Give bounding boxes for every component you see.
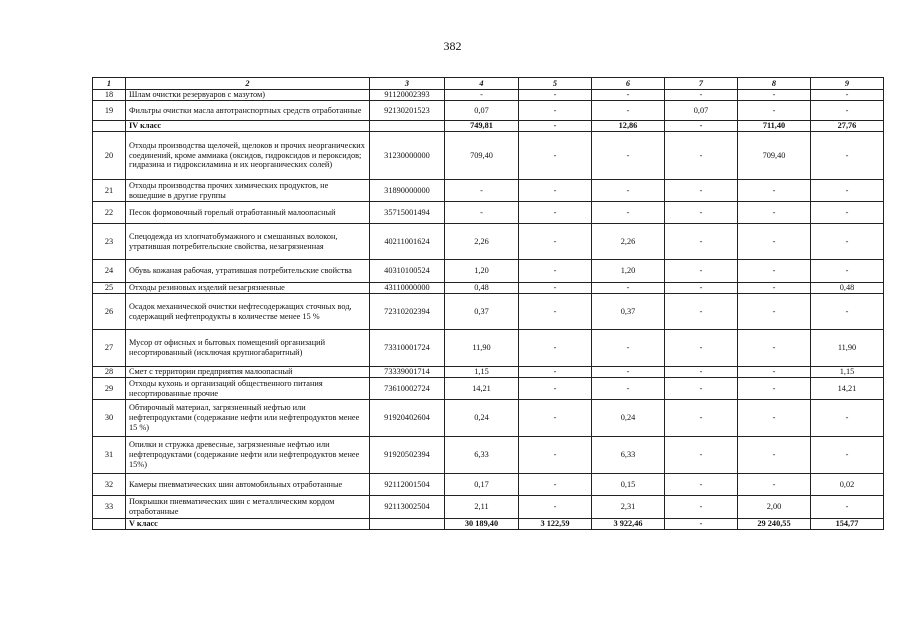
table-row <box>93 283 884 294</box>
col-6-cell: - <box>592 202 665 224</box>
col-8-cell: 709,40 <box>738 132 811 180</box>
col-9-cell: - <box>811 437 884 474</box>
col-6-cell: 1,20 <box>592 260 665 283</box>
col-5-cell: - <box>519 121 592 132</box>
col-4-cell: - <box>445 90 519 101</box>
col-8-cell: - <box>738 180 811 202</box>
col-5-cell: - <box>519 90 592 101</box>
table-row <box>93 496 884 519</box>
col-9-cell: - <box>811 101 884 121</box>
col-4-cell: - <box>445 180 519 202</box>
waste-name-cell: Осадок механической очистки нефтесодержащих сточных вод, содержащий нефтепродукты в количестве менее 15 % <box>126 294 370 330</box>
col-4-cell: 2,11 <box>445 496 519 519</box>
col-9-cell: 0,48 <box>811 283 884 294</box>
col-7-cell: - <box>665 400 738 437</box>
waste-name-cell: V класс <box>126 519 370 530</box>
table-row <box>93 202 884 224</box>
col-9-cell: 1,15 <box>811 367 884 378</box>
col-6-cell: 12,86 <box>592 121 665 132</box>
col-8-cell: - <box>738 367 811 378</box>
col-9-cell: 0,02 <box>811 474 884 496</box>
table-row <box>93 367 884 378</box>
table-row <box>93 101 884 121</box>
row-number-cell: 29 <box>93 378 126 400</box>
col-7-cell: - <box>665 132 738 180</box>
col-5-cell: - <box>519 437 592 474</box>
col-7-cell: - <box>665 294 738 330</box>
col-6-cell: 0,24 <box>592 400 665 437</box>
col-4-cell: 30 189,40 <box>445 519 519 530</box>
row-number-cell: 20 <box>93 132 126 180</box>
col-7-cell: - <box>665 90 738 101</box>
fkko-code-cell: 92113002504 <box>370 496 445 519</box>
fkko-code-cell <box>370 519 445 530</box>
row-number-cell: 27 <box>93 330 126 367</box>
col-9-cell: - <box>811 180 884 202</box>
fkko-code-cell <box>370 121 445 132</box>
col-5-cell: 3 122,59 <box>519 519 592 530</box>
header-cell: 1 <box>93 78 126 90</box>
col-9-cell: - <box>811 202 884 224</box>
header-cell: 8 <box>738 78 811 90</box>
col-4-cell: 1,20 <box>445 260 519 283</box>
col-9-cell: - <box>811 400 884 437</box>
waste-name-cell: Мусор от офисных и бытовых помещений организаций несортированный (исключая крупногабаритный) <box>126 330 370 367</box>
col-7-cell: - <box>665 202 738 224</box>
row-number-cell: 28 <box>93 367 126 378</box>
col-8-cell: 29 240,55 <box>738 519 811 530</box>
header-cell: 5 <box>519 78 592 90</box>
col-5-cell: - <box>519 367 592 378</box>
table-row <box>93 90 884 101</box>
col-7-cell: - <box>665 474 738 496</box>
col-7-cell: - <box>665 378 738 400</box>
col-4-cell: 709,40 <box>445 132 519 180</box>
table-row <box>93 437 884 474</box>
col-7-cell: - <box>665 121 738 132</box>
col-4-cell: 749,81 <box>445 121 519 132</box>
col-9-cell: 14,21 <box>811 378 884 400</box>
waste-name-cell: Смет с территории предприятия малоопасный <box>126 367 370 378</box>
col-8-cell: - <box>738 101 811 121</box>
waste-name-cell: Отходы кухонь и организаций общественного питания несортированные прочие <box>126 378 370 400</box>
waste-name-cell: Шлам очистки резервуаров с мазутом) <box>126 90 370 101</box>
col-8-cell: - <box>738 294 811 330</box>
table-row <box>93 400 884 437</box>
fkko-code-cell: 73310001724 <box>370 330 445 367</box>
row-number-cell: 30 <box>93 400 126 437</box>
col-9-cell: - <box>811 496 884 519</box>
row-number-cell: 22 <box>93 202 126 224</box>
fkko-code-cell: 40310100524 <box>370 260 445 283</box>
col-9-cell: - <box>811 294 884 330</box>
col-8-cell: - <box>738 90 811 101</box>
waste-name-cell: Обтирочный материал, загрязненный нефтью или нефтепродуктами (содержание нефти или нефтепродуктов менее 15 %) <box>126 400 370 437</box>
fkko-code-cell: 73610002724 <box>370 378 445 400</box>
fkko-code-cell: 91920402604 <box>370 400 445 437</box>
waste-name-cell: Обувь кожаная рабочая, утратившая потребительские свойства <box>126 260 370 283</box>
header-cell: 7 <box>665 78 738 90</box>
row-number-cell: 24 <box>93 260 126 283</box>
col-8-cell: - <box>738 400 811 437</box>
table-row <box>93 474 884 496</box>
row-number-cell: 32 <box>93 474 126 496</box>
col-7-cell: 0,07 <box>665 101 738 121</box>
row-number-cell: 18 <box>93 90 126 101</box>
row-number-cell: 33 <box>93 496 126 519</box>
col-5-cell: - <box>519 330 592 367</box>
col-6-cell: 0,37 <box>592 294 665 330</box>
col-6-cell: 3 922,46 <box>592 519 665 530</box>
waste-name-cell: Отходы резиновых изделий незагрязненные <box>126 283 370 294</box>
col-5-cell: - <box>519 202 592 224</box>
fkko-code-cell: 73339001714 <box>370 367 445 378</box>
row-number-cell: 19 <box>93 101 126 121</box>
col-7-cell: - <box>665 496 738 519</box>
col-5-cell: - <box>519 294 592 330</box>
page-number: 382 <box>443 39 462 53</box>
col-9-cell: - <box>811 90 884 101</box>
fkko-code-cell: 72310202394 <box>370 294 445 330</box>
col-5-cell: - <box>519 496 592 519</box>
waste-name-cell: Спецодежда из хлопчатобумажного и смешанных волокон, утратившая потребительские свойства, незагрязненная <box>126 224 370 260</box>
col-4-cell: 6,33 <box>445 437 519 474</box>
col-8-cell: 2,00 <box>738 496 811 519</box>
col-8-cell: - <box>738 437 811 474</box>
waste-name-cell: Отходы производства щелочей, щелоков и прочих неорганических соединений, кроме аммиака (оксидов, гидроксидов и пероксидов; гидразина и гидроксиламина и их неорганических солей) <box>126 132 370 180</box>
fkko-code-cell: 91120002393 <box>370 90 445 101</box>
col-5-cell: - <box>519 378 592 400</box>
table-header-row <box>93 78 884 90</box>
col-5-cell: - <box>519 260 592 283</box>
col-8-cell: - <box>738 378 811 400</box>
waste-name-cell: Покрышки пневматических шин с металлическим кордом отработанные <box>126 496 370 519</box>
waste-name-cell: Камеры пневматических шин автомобильных отработанные <box>126 474 370 496</box>
fkko-code-cell: 43110000000 <box>370 283 445 294</box>
row-number-cell: 31 <box>93 437 126 474</box>
table-row <box>93 260 884 283</box>
table-row <box>93 132 884 180</box>
col-6-cell: 2,31 <box>592 496 665 519</box>
header-cell: 3 <box>370 78 445 90</box>
col-6-cell: 0,15 <box>592 474 665 496</box>
col-4-cell: - <box>445 202 519 224</box>
col-5-cell: - <box>519 180 592 202</box>
col-7-cell: - <box>665 260 738 283</box>
col-6-cell: - <box>592 132 665 180</box>
col-6-cell: - <box>592 330 665 367</box>
waste-table-body <box>93 78 884 530</box>
col-9-cell: 154,77 <box>811 519 884 530</box>
col-4-cell: 0,17 <box>445 474 519 496</box>
waste-name-cell: IV класс <box>126 121 370 132</box>
waste-name-cell: Песок формовочный горелый отработанный малоопасный <box>126 202 370 224</box>
table-row <box>93 378 884 400</box>
row-number-cell: 26 <box>93 294 126 330</box>
col-5-cell: - <box>519 101 592 121</box>
header-cell: 4 <box>445 78 519 90</box>
col-5-cell: - <box>519 474 592 496</box>
row-number-cell: 25 <box>93 283 126 294</box>
fkko-code-cell: 91920502394 <box>370 437 445 474</box>
col-6-cell: 6,33 <box>592 437 665 474</box>
waste-name-cell: Опилки и стружка древесные, загрязненные нефтью или нефтепродуктами (содержание нефти или нефтепродуктов менее 15%) <box>126 437 370 474</box>
col-4-cell: 0,07 <box>445 101 519 121</box>
header-cell: 9 <box>811 78 884 90</box>
col-9-cell: - <box>811 224 884 260</box>
col-9-cell: 27,76 <box>811 121 884 132</box>
waste-name-cell: Отходы производства прочих химических продуктов, не вошедшие в другие группы <box>126 180 370 202</box>
col-5-cell: - <box>519 283 592 294</box>
col-6-cell: - <box>592 367 665 378</box>
col-9-cell: - <box>811 260 884 283</box>
col-5-cell: - <box>519 132 592 180</box>
col-6-cell: - <box>592 378 665 400</box>
col-5-cell: - <box>519 400 592 437</box>
col-4-cell: 2,26 <box>445 224 519 260</box>
table-row <box>93 330 884 367</box>
row-number-cell: 21 <box>93 180 126 202</box>
fkko-code-cell: 92130201523 <box>370 101 445 121</box>
col-7-cell: - <box>665 283 738 294</box>
col-6-cell: - <box>592 101 665 121</box>
col-7-cell: - <box>665 437 738 474</box>
waste-table <box>92 77 884 530</box>
fkko-code-cell: 31230000000 <box>370 132 445 180</box>
col-7-cell: - <box>665 224 738 260</box>
col-7-cell: - <box>665 330 738 367</box>
col-4-cell: 0,48 <box>445 283 519 294</box>
col-8-cell: - <box>738 202 811 224</box>
col-8-cell: - <box>738 260 811 283</box>
col-4-cell: 1,15 <box>445 367 519 378</box>
table-row <box>93 294 884 330</box>
col-8-cell: - <box>738 224 811 260</box>
col-4-cell: 0,37 <box>445 294 519 330</box>
table-row <box>93 224 884 260</box>
col-6-cell: - <box>592 283 665 294</box>
col-6-cell: 2,26 <box>592 224 665 260</box>
col-8-cell: - <box>738 474 811 496</box>
class-subtotal-row <box>93 121 884 132</box>
header-cell: 6 <box>592 78 665 90</box>
col-4-cell: 0,24 <box>445 400 519 437</box>
header-cell: 2 <box>126 78 370 90</box>
col-6-cell: - <box>592 180 665 202</box>
col-6-cell: - <box>592 90 665 101</box>
col-8-cell: 711,40 <box>738 121 811 132</box>
col-4-cell: 11,90 <box>445 330 519 367</box>
col-9-cell: - <box>811 132 884 180</box>
col-7-cell: - <box>665 367 738 378</box>
row-number-cell: 23 <box>93 224 126 260</box>
col-5-cell: - <box>519 224 592 260</box>
col-4-cell: 14,21 <box>445 378 519 400</box>
fkko-code-cell: 40211001624 <box>370 224 445 260</box>
col-8-cell: - <box>738 330 811 367</box>
col-9-cell: 11,90 <box>811 330 884 367</box>
fkko-code-cell: 31890000000 <box>370 180 445 202</box>
fkko-code-cell: 92112001504 <box>370 474 445 496</box>
fkko-code-cell: 35715001494 <box>370 202 445 224</box>
row-number-cell <box>93 519 126 530</box>
class-subtotal-row <box>93 519 884 530</box>
row-number-cell <box>93 121 126 132</box>
col-7-cell: - <box>665 180 738 202</box>
col-7-cell: - <box>665 519 738 530</box>
table-row <box>93 180 884 202</box>
col-8-cell: - <box>738 283 811 294</box>
waste-name-cell: Фильтры очистки масла автотранспортных средств отработанные <box>126 101 370 121</box>
